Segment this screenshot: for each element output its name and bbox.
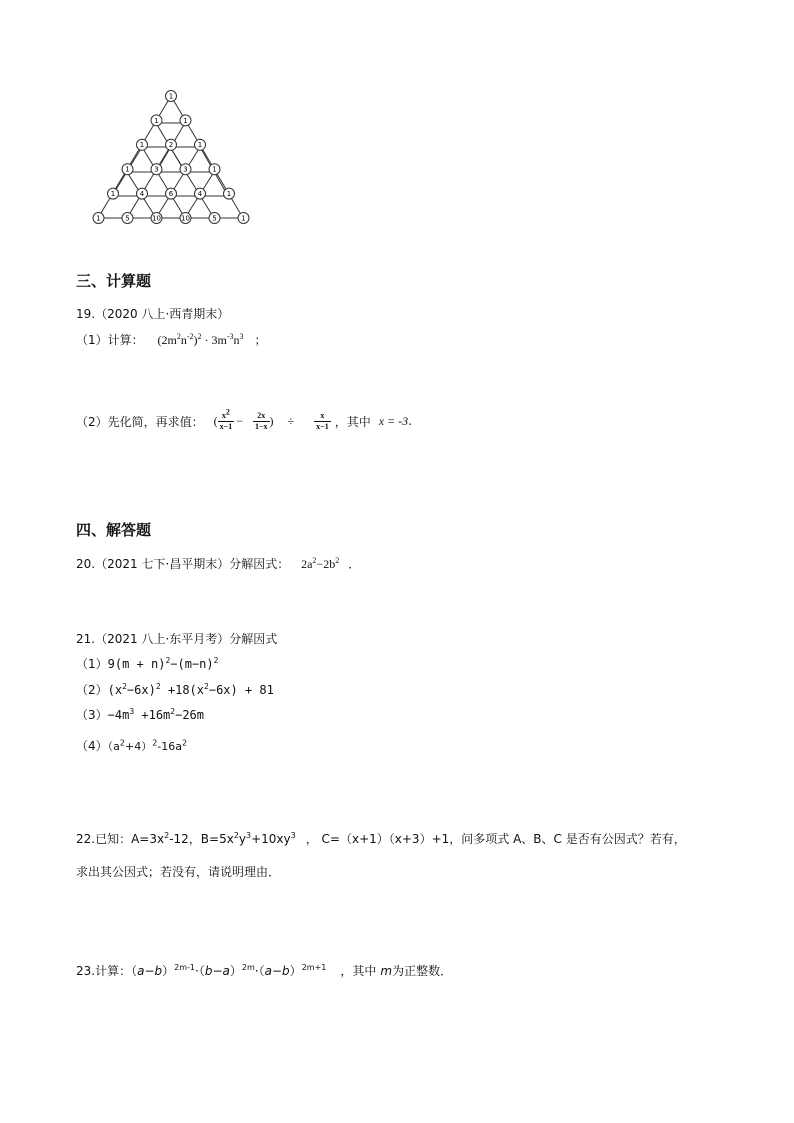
pascal-node-value: 6 (168, 190, 174, 198)
q21-item-3: $(3)-4m^3 +16m^2-26m$ (76, 707, 205, 722)
pascal-node-value: 2 (168, 141, 174, 150)
q21-heading: 21.（2021 八上·东平月考）分解因式 (76, 632, 278, 646)
q19-rparen: ) (269, 413, 274, 428)
q20-end: ． (348, 557, 361, 571)
q21-item-1: $(1)9(m + n)^2-(m-n)^2$ (76, 656, 219, 671)
pascal-node-value: 4 (139, 190, 145, 198)
pascal-node-value: 1 (241, 214, 246, 223)
pascal-node-value: 1 (197, 141, 203, 150)
q20 (76, 555, 360, 572)
q21-item-2: $(2)(x^2-6x)^2 +18(x^2-6x) + 81$ (76, 682, 274, 697)
q19-heading: 19.（2020 八上·西青期末） (76, 307, 230, 321)
q22-line-2: 求出其公因式；若没有，请说明理由． (76, 865, 281, 879)
pascal-node-value: 3 (154, 165, 159, 174)
pascal-triangle-figure (80, 80, 255, 235)
triangle-lines (98, 96, 243, 218)
pascal-node-value: 5 (125, 214, 130, 223)
pascal-node-value: 4 (197, 190, 203, 198)
q19-part1-label: （1）计算： (76, 333, 144, 347)
pascal-node-value: 1 (139, 141, 145, 150)
pascal-node-value: 10 (181, 214, 190, 223)
q22-line-1: 22.已知：$A=3x^2-12$，$B=5x^2y^3+10xy^3$ ， C=（x+1）（x+3）+1，问多项式 A、B、C 是否有公因式？若有， (76, 831, 686, 846)
pascal-node-value: 1 (226, 190, 232, 198)
q23: 23.计算：$(a-b)^{2m-1}\cdot(b-a)^{2m}\cdot(a-b)^{2m+1}$ ，其中 m为正整数． (76, 963, 453, 978)
pascal-node-value: 3 (183, 165, 188, 174)
section-title-solution: 四、解答题 (76, 521, 152, 539)
pascal-node-value: 1 (96, 214, 101, 223)
pascal-node-value: 10 (152, 214, 161, 223)
pascal-node-value: 1 (212, 165, 217, 174)
pascal-node-value: 1 (125, 165, 130, 174)
q20-heading: 20.（2021 七下·昌平期末）分解因式： (76, 557, 290, 571)
q19-part2 (76, 406, 412, 436)
pascal-node-value: 1 (110, 190, 116, 198)
q21-item-4: $(4)(a^2+4)^2-16a^2$ (76, 738, 188, 753)
q20-expression: $2a^2-2b^2$ (301, 556, 340, 571)
q19-period: . (408, 414, 412, 428)
q19-part1-expression: $(2m^2n^{-2})^2 \cdot 3m^{-3}n^3$ (157, 332, 244, 347)
q19-lparen: ( (213, 413, 218, 428)
q19-condition: x = -3 (378, 413, 409, 428)
q19-fraction-3: $\frac{x}{x-1}$ (316, 410, 329, 431)
section-title-calculation: 三、计算题 (76, 272, 152, 290)
q19-fraction-1: $\frac{x^2}{x-1}$ (219, 406, 233, 431)
pascal-node-value: 5 (212, 214, 217, 223)
pascal-node-value: 1 (183, 116, 188, 125)
q19-where: ，其中 (334, 414, 371, 429)
q19-minus: − (236, 413, 243, 428)
pascal-node-value: 1 (168, 92, 174, 101)
pascal-node-value: 1 (154, 116, 159, 125)
q19-part1-end: ； (254, 333, 267, 347)
q19-part2-label: （2）先化简，再求值： (76, 414, 204, 429)
q19-fraction-2: $\frac{2x}{1-x}$ (254, 410, 268, 431)
q19-divide: ÷ (287, 413, 295, 428)
q19-part1 (76, 331, 267, 348)
